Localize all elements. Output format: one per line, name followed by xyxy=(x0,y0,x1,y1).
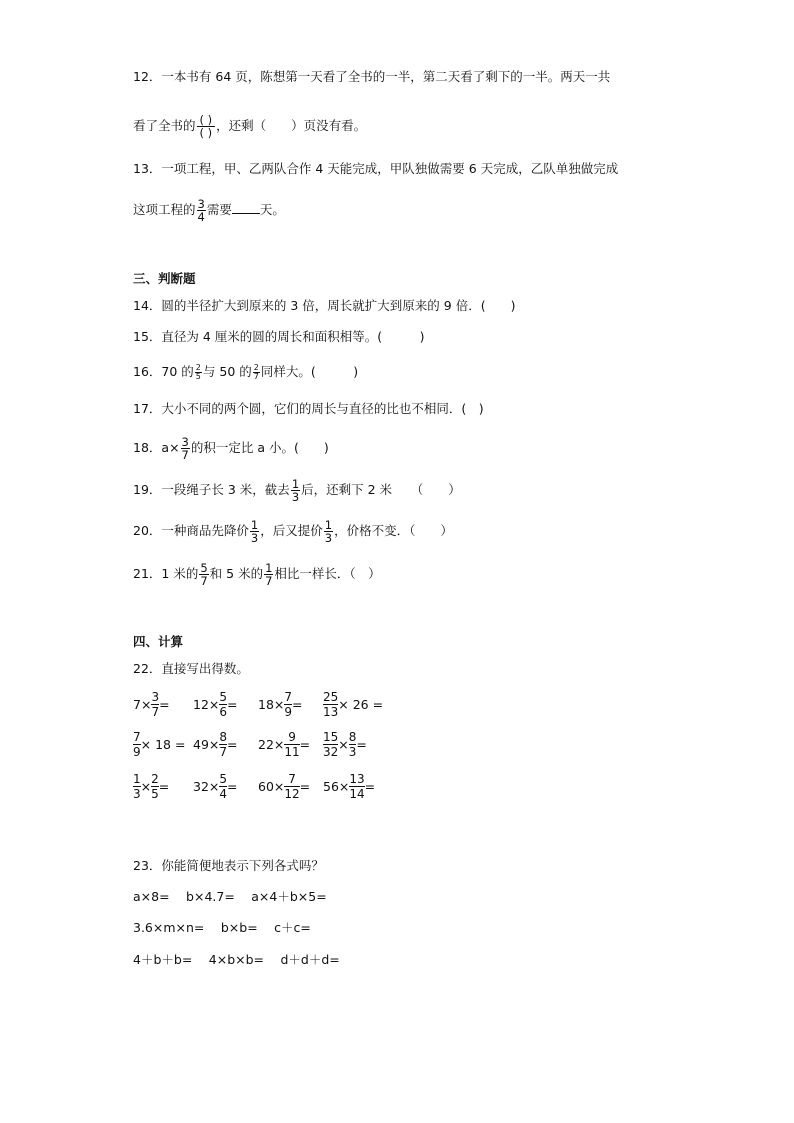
q12-frac-den: ( ) xyxy=(197,126,216,139)
q22-fraction xyxy=(284,730,299,759)
q18-fraction xyxy=(181,436,190,461)
q16-f2-num: 2 xyxy=(253,363,259,372)
q23-line3: 4＋b＋b= 4×b×b= d＋d＋d= xyxy=(133,952,340,967)
q18 xyxy=(133,436,329,461)
q22-frac-num: 13 xyxy=(349,772,365,786)
q13-answer-blank[interactable] xyxy=(232,201,260,214)
q21-f1-num: 5 xyxy=(200,561,208,575)
q21 xyxy=(133,562,381,587)
q12-line2-post: ，还剩（ ）页没有看。 xyxy=(216,118,367,133)
q22-operand: 12× xyxy=(193,697,220,712)
q15: 15．直径为 4 厘米的圆的周长和面积相等。( ) xyxy=(133,329,425,344)
q21-pre: 21．1 米的 xyxy=(133,566,199,581)
q19 xyxy=(133,478,461,503)
q22-frac-num: 5 xyxy=(219,772,228,786)
q22-operator: = xyxy=(159,697,170,712)
q22-fraction xyxy=(284,772,299,801)
q22-item xyxy=(323,730,367,759)
q20-f2-den: 3 xyxy=(324,531,333,545)
q22-operand: 7× xyxy=(133,697,152,712)
q19-den: 3 xyxy=(291,490,300,504)
q22-item xyxy=(193,772,238,801)
q22-operator: × 26 = xyxy=(338,697,384,712)
q23-line2: 3.6×m×n= b×b= c＋c= xyxy=(133,920,311,935)
q13-line1: 13．一项工程，甲、乙两队合作 4 天能完成，甲队独做需要 6 天完成，乙队单独做完成 xyxy=(133,161,619,176)
q20-f1-den: 3 xyxy=(250,531,259,545)
q21-fraction-1 xyxy=(199,562,208,587)
q22-operator: = xyxy=(299,737,311,752)
q22-operand: 32× xyxy=(193,779,220,794)
q21-f1-den: 7 xyxy=(200,574,208,588)
q22-item xyxy=(133,730,185,759)
q16-f1-den: 5 xyxy=(195,372,201,381)
q16-mid: 与 50 的 xyxy=(202,364,252,379)
q22-item xyxy=(258,690,303,719)
q22-fraction xyxy=(219,772,227,801)
q14: 14．圆的半径扩大到原来的 3 倍，周长就扩大到原来的 9 倍．( ) xyxy=(133,298,516,313)
q23-title: 23．你能简便地表示下列各式吗？ xyxy=(133,858,324,873)
q12-fraction xyxy=(197,114,216,139)
q19-num: 1 xyxy=(291,477,300,491)
q13-line2-pre: 这项工程的 xyxy=(133,202,196,217)
q20-f1-num: 1 xyxy=(250,518,259,532)
q20-fraction-2 xyxy=(324,519,333,544)
q22-frac-den: 6 xyxy=(219,705,228,719)
q21-fraction-2 xyxy=(264,562,273,587)
q17: 17．大小不同的两个圆，它们的周长与直径的比也不相同．( ) xyxy=(133,401,484,416)
q22-fraction xyxy=(151,772,159,801)
q18-post: 的积一定比 a 小。( ) xyxy=(190,440,329,455)
q12-line2-pre: 看了全书的 xyxy=(133,118,196,133)
q22-frac-num: 8 xyxy=(348,730,357,744)
q19-pre: 19．一段绳子长 3 米，截去 xyxy=(133,482,290,497)
q21-post: 相比一样长．（ ） xyxy=(274,566,381,581)
q20-post: ，价格不变．（ ） xyxy=(334,523,453,538)
q22-equals: = xyxy=(158,779,170,794)
q22-operator: = xyxy=(227,779,238,794)
q22-fraction xyxy=(133,772,141,801)
q22-frac-den: 13 xyxy=(323,705,339,719)
q22-item xyxy=(323,690,383,719)
q22-frac-den: 32 xyxy=(323,745,339,759)
q16-f2-den: 7 xyxy=(253,372,259,381)
q22-operand: 56× xyxy=(323,779,350,794)
q16 xyxy=(133,363,358,381)
q22-fraction xyxy=(349,772,364,801)
q20-mid: ，后又提价 xyxy=(260,523,323,538)
q22-item xyxy=(258,772,310,801)
q22-item xyxy=(323,772,375,801)
q18-num: 3 xyxy=(181,435,189,449)
q13-line2 xyxy=(133,198,285,223)
section-heading-calculation: 四、计算 xyxy=(133,634,184,649)
q22-title: 22．直接写出得数。 xyxy=(133,661,249,676)
q22-fraction xyxy=(219,730,227,759)
q13-fraction xyxy=(197,198,206,223)
q22-frac-den: 14 xyxy=(349,787,365,801)
q13-line2-post: 天。 xyxy=(259,202,285,217)
q22-fraction xyxy=(219,690,227,719)
q18-den: 7 xyxy=(181,448,189,462)
q22-fraction xyxy=(151,690,159,719)
q22-frac-den: 7 xyxy=(219,745,228,759)
q22-frac-num: 9 xyxy=(288,730,296,744)
q22-frac-num: 7 xyxy=(133,730,141,744)
q22-operand: 49× xyxy=(193,737,220,752)
q22-operator: × xyxy=(140,779,152,794)
q22-operator: = xyxy=(227,697,238,712)
q22-frac-den: 3 xyxy=(348,745,357,759)
q22-frac-num: 15 xyxy=(323,730,339,744)
q20 xyxy=(133,519,453,544)
q20-pre: 20．一种商品先降价 xyxy=(133,523,249,538)
q22-item xyxy=(133,772,169,801)
q22-frac-den: 3 xyxy=(133,787,141,801)
q20-f2-num: 1 xyxy=(324,518,333,532)
q22-frac-den: 9 xyxy=(284,705,293,719)
q22-frac-num: 1 xyxy=(133,772,141,786)
q12-line1: 12．一本书有 64 页，陈想第一天看了全书的一半，第二天看了剩下的一半。两天一共 xyxy=(133,69,611,84)
q13-frac-num: 3 xyxy=(197,197,205,211)
q18-pre: 18．a× xyxy=(133,440,180,455)
q19-post: 后，还剩下 2 米 （ ） xyxy=(301,482,461,497)
q22-item xyxy=(133,690,170,719)
q20-fraction-1 xyxy=(250,519,259,544)
section-heading-judgement: 三、判断题 xyxy=(133,271,196,286)
q22-equals: = xyxy=(356,737,367,752)
q22-operand: 22× xyxy=(258,737,285,752)
q22-frac-num: 5 xyxy=(219,690,228,704)
q12-line2 xyxy=(133,114,366,139)
q21-f2-den: 7 xyxy=(265,574,273,588)
q22-frac-den: 4 xyxy=(219,787,228,801)
q22-fraction xyxy=(323,690,338,719)
q23-line1: a×8= b×4.7= a×4＋b×5= xyxy=(133,889,327,904)
q21-mid: 和 5 米的 xyxy=(209,566,264,581)
q22-fraction xyxy=(284,690,292,719)
q22-frac-den: 12 xyxy=(284,787,300,801)
q22-frac-num: 2 xyxy=(151,772,159,786)
q13-line2-mid: 需要 xyxy=(206,202,232,217)
q21-f2-num: 1 xyxy=(265,561,273,575)
q22-item xyxy=(193,730,238,759)
q22-frac-den: 5 xyxy=(151,787,159,801)
q22-item xyxy=(258,730,310,759)
q16-f1-num: 2 xyxy=(195,363,201,372)
q22-frac-num: 3 xyxy=(151,690,160,704)
q22-frac-num: 7 xyxy=(284,690,293,704)
q22-fraction xyxy=(323,730,338,759)
q19-fraction xyxy=(291,478,300,503)
q22-operator: = xyxy=(292,697,303,712)
q22-operand: 18× xyxy=(258,697,285,712)
q22-frac-den: 9 xyxy=(133,745,141,759)
q22-frac-num: 8 xyxy=(219,730,228,744)
q16-fraction-1 xyxy=(195,364,202,381)
q22-frac-den: 11 xyxy=(284,745,300,759)
q22-operator: = xyxy=(227,737,238,752)
q22-operator: × xyxy=(338,737,349,752)
q16-pre: 16．70 的 xyxy=(133,364,194,379)
q16-post: 同样大。( ) xyxy=(260,364,359,379)
q22-frac-den: 7 xyxy=(151,705,160,719)
q22-operator: = xyxy=(364,779,376,794)
q22-fraction xyxy=(133,730,141,759)
q22-operator: = xyxy=(299,779,311,794)
q22-operator: × 18 = xyxy=(140,737,186,752)
q22-frac-num: 7 xyxy=(288,772,296,786)
q16-fraction-2 xyxy=(253,364,260,381)
q22-item xyxy=(193,690,238,719)
q13-frac-den: 4 xyxy=(197,210,205,224)
q12-frac-num: ( ) xyxy=(199,113,213,127)
q22-frac-num: 25 xyxy=(323,690,339,704)
q22-operand: 60× xyxy=(258,779,285,794)
